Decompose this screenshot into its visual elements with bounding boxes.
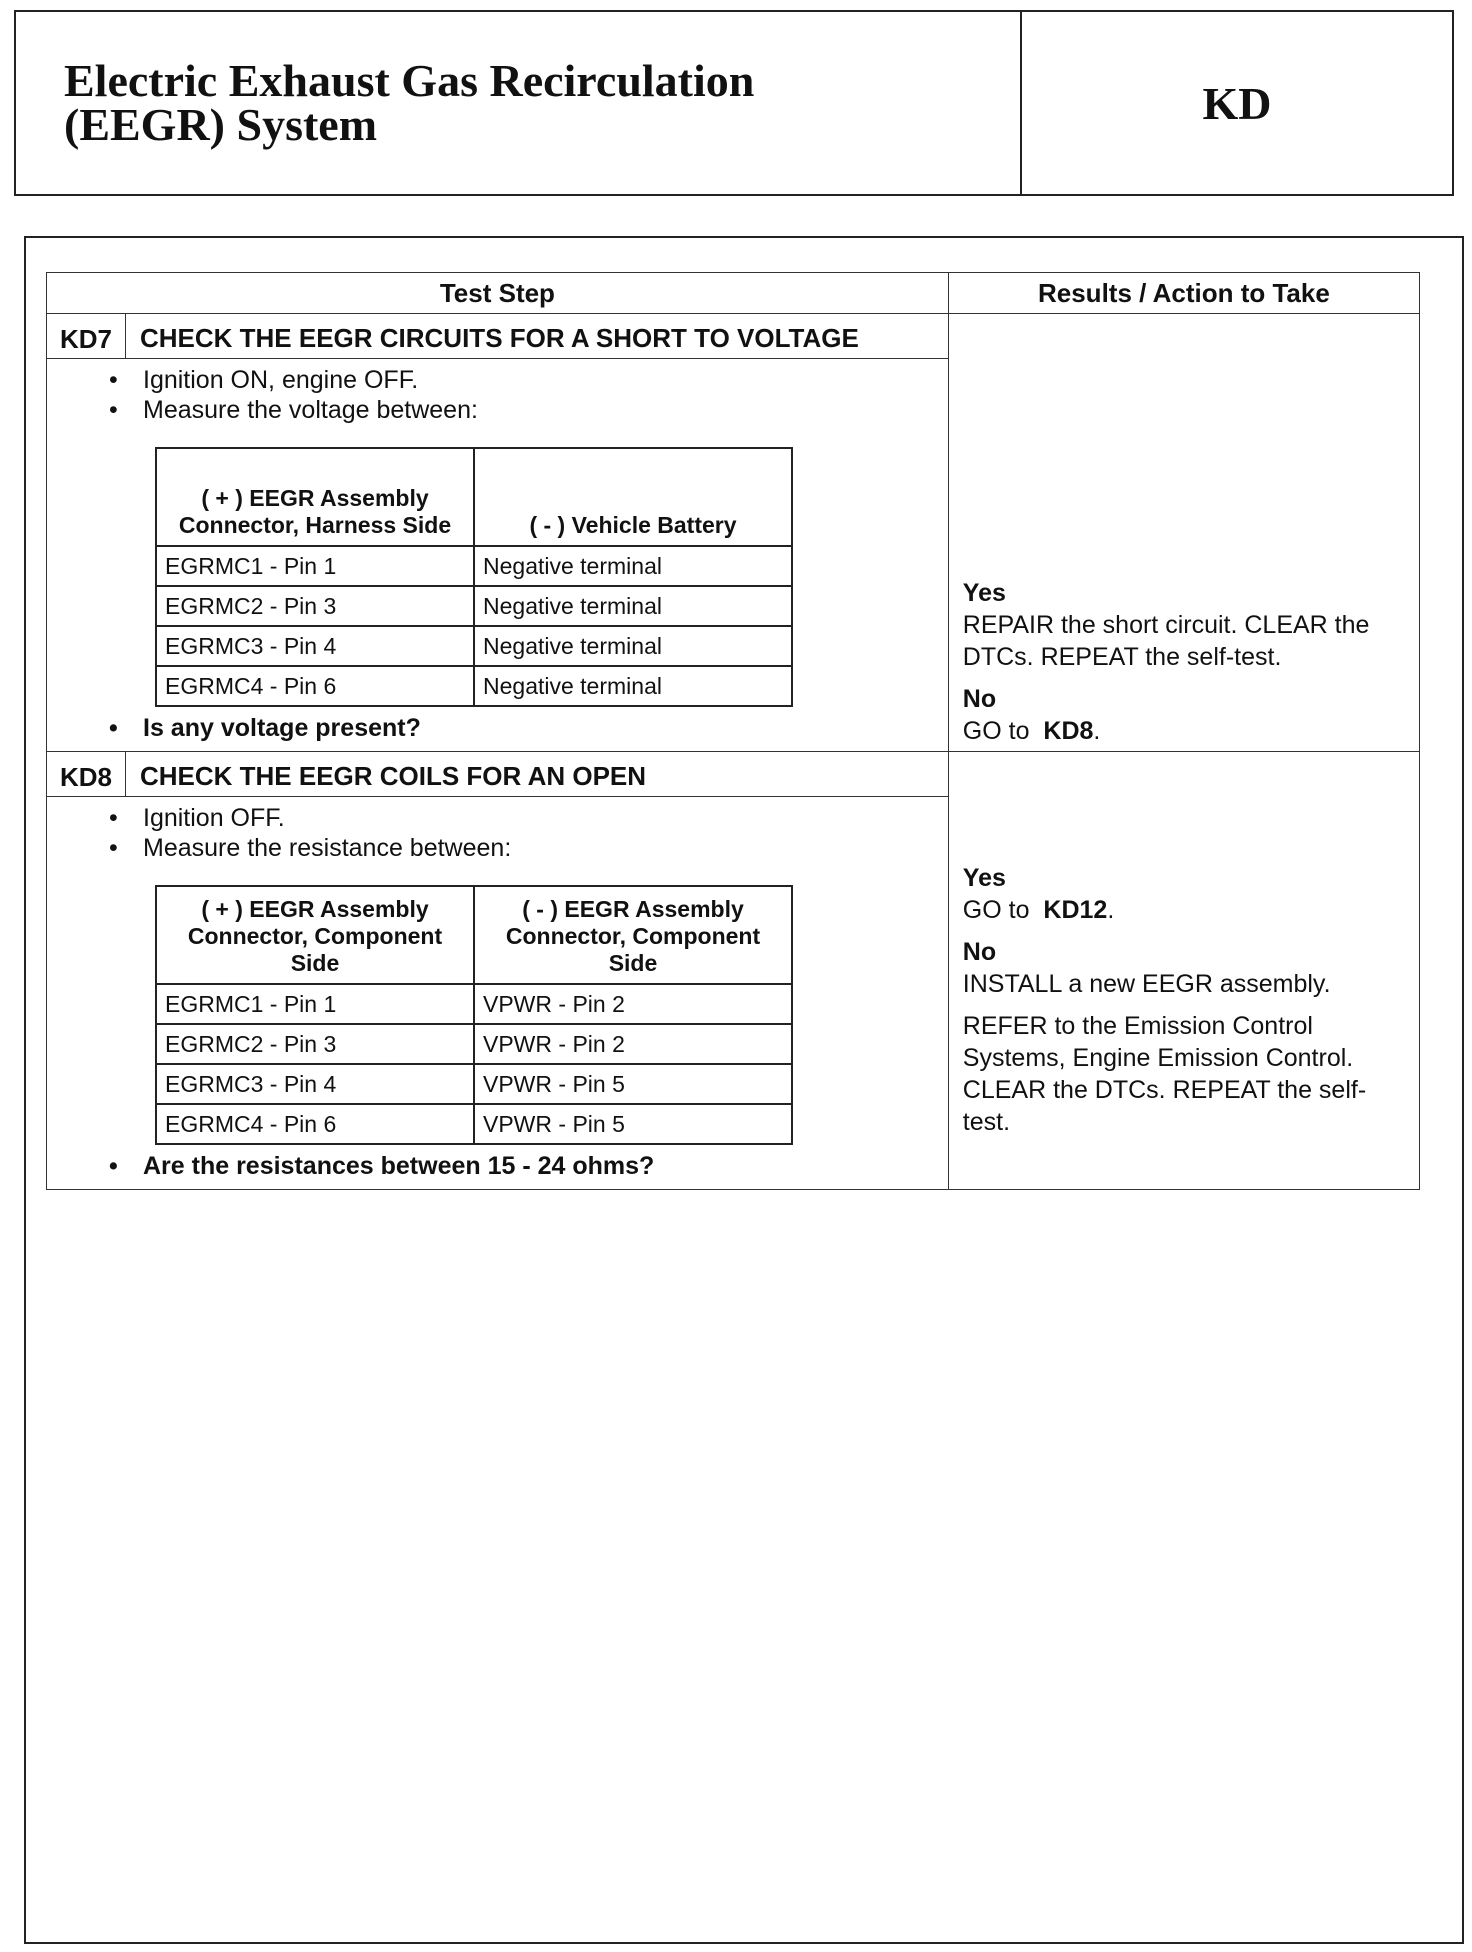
kd8-title-row	[47, 752, 1420, 797]
kd7-row2-pin: EGRMC2 - Pin 3	[156, 586, 474, 626]
table-row	[156, 626, 792, 666]
kd8-bullets	[47, 803, 948, 863]
kd7-no-target: KD8	[1043, 717, 1094, 745]
table-row	[156, 546, 792, 586]
kd8-row3-pin: EGRMC3 - Pin 4	[156, 1064, 474, 1104]
kd8-no-text1: INSTALL a new EEGR assembly.	[962, 970, 1331, 998]
kd7-title-row	[47, 314, 1420, 359]
kd8-question-list	[47, 1151, 948, 1181]
kd7-row1-pin: EGRMC1 - Pin 1	[156, 546, 474, 586]
kd8-row1-pin: EGRMC1 - Pin 1	[156, 984, 474, 1024]
kd7-row1-target: Negative terminal	[474, 546, 792, 586]
header-title-cell	[16, 12, 1022, 194]
kd8-results	[948, 752, 1419, 1190]
kd7-bullets	[47, 365, 948, 425]
kd7-no-text	[963, 715, 1407, 747]
kd8-bullet-1: • Ignition OFF.	[143, 803, 948, 833]
kd8-row2-target: VPWR - Pin 2	[474, 1024, 792, 1064]
kd7-no-suffix: .	[1093, 717, 1101, 745]
page-title	[64, 55, 755, 150]
table-row	[156, 984, 792, 1024]
kd8-title: CHECK THE EEGR COILS FOR AN OPEN	[125, 752, 948, 797]
page-title-line1: Electric Exhaust Gas Recirculation	[64, 55, 755, 106]
table-row	[156, 666, 792, 706]
table-header-row	[47, 273, 1420, 314]
section-code: KD	[1202, 77, 1272, 129]
kd8-row1-target: VPWR - Pin 2	[474, 984, 792, 1024]
kd8-question: • Are the resistances between 15 - 24 ohms?	[143, 1151, 948, 1181]
kd8-row4-target: VPWR - Pin 5	[474, 1104, 792, 1144]
col-test-step: Test Step	[47, 273, 949, 314]
table-row	[156, 586, 792, 626]
kd7-row3-target: Negative terminal	[474, 626, 792, 666]
kd8-bullet-2: • Measure the resistance between:	[143, 833, 948, 863]
kd8-yes-text	[963, 894, 1407, 926]
kd7-body	[47, 359, 949, 752]
kd7-bullet-1: • Ignition ON, engine OFF.	[143, 365, 948, 395]
kd7-row3-pin: EGRMC3 - Pin 4	[156, 626, 474, 666]
kd8-no-text3: CLEAR the DTCs. REPEAT the self-test.	[962, 1076, 1367, 1136]
kd8-yes-prefix: GO to	[962, 896, 1030, 924]
test-step-table	[46, 272, 1420, 1190]
kd8-measure-table	[155, 885, 793, 1145]
kd7-yes-label: Yes	[962, 579, 1006, 607]
kd8-yes-target: KD12	[1043, 896, 1108, 924]
kd8-no-label: No	[962, 938, 997, 966]
page-title-line2: (EEGR) System	[64, 99, 378, 150]
kd8-code: KD8	[47, 752, 126, 797]
kd7-title: CHECK THE EEGR CIRCUITS FOR A SHORT TO VOLTAGE	[125, 314, 948, 359]
kd7-row2-target: Negative terminal	[474, 586, 792, 626]
page-header	[14, 10, 1454, 196]
table-row	[156, 1024, 792, 1064]
table-row	[156, 1064, 792, 1104]
kd8-row4-pin: EGRMC4 - Pin 6	[156, 1104, 474, 1144]
kd8-col2-header: ( - ) EEGR Assembly Connector, Component Side	[474, 886, 792, 984]
kd8-yes-label: Yes	[962, 864, 1006, 892]
kd7-question: • Is any voltage present?	[143, 713, 948, 743]
kd7-no-label: No	[962, 685, 997, 713]
kd8-row2-pin: EGRMC2 - Pin 3	[156, 1024, 474, 1064]
col-results: Results / Action to Take	[948, 273, 1419, 314]
kd7-results	[948, 314, 1419, 752]
kd7-col2-header: ( - ) Vehicle Battery	[474, 448, 792, 546]
kd8-row3-target: VPWR - Pin 5	[474, 1064, 792, 1104]
kd7-bullet-2: • Measure the voltage between:	[143, 395, 948, 425]
kd7-yes-text: REPAIR the short circuit. CLEAR the DTCs. REPEAT the self-test.	[962, 611, 1370, 671]
kd7-no-prefix: GO to	[962, 717, 1030, 745]
kd7-col1-header: ( + ) EEGR Assembly Connector, Harness Side	[156, 448, 474, 546]
kd8-yes-suffix: .	[1107, 896, 1115, 924]
kd8-no-text2: REFER to the Emission Control Systems, Engine Emission Control.	[962, 1012, 1354, 1072]
kd7-row4-pin: EGRMC4 - Pin 6	[156, 666, 474, 706]
kd8-body	[47, 797, 949, 1190]
kd7-row4-target: Negative terminal	[474, 666, 792, 706]
table-row	[156, 1104, 792, 1144]
kd7-measure-table	[155, 447, 793, 707]
kd7-code: KD7	[47, 314, 126, 359]
kd7-question-list	[47, 713, 948, 743]
kd8-col1-header: ( + ) EEGR Assembly Connector, Component Side	[156, 886, 474, 984]
